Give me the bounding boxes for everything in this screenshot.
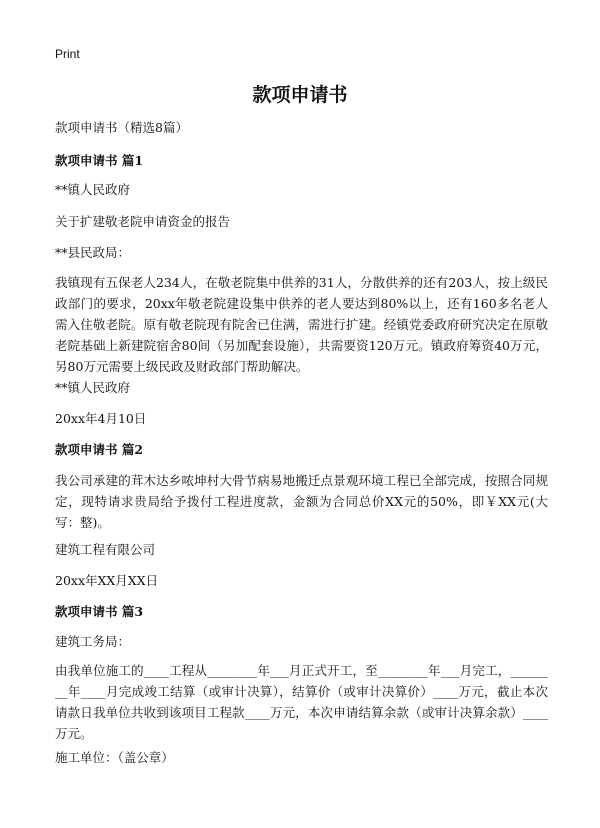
print-link[interactable]: Print [55,47,80,61]
section2-date: 20xx年XX月XX日 [55,573,159,588]
section3-heading: 款项申请书 篇3 [55,604,144,619]
section3-unit: 施工单位：（盖公章） [55,750,174,765]
section1-heading: 款项申请书 篇1 [55,153,144,168]
section1-date: 20xx年4月10日 [55,411,147,426]
document-title: 款项申请书 [252,84,348,106]
section2-heading: 款项申请书 篇2 [55,442,144,457]
section1-recipient: **县民政局： [55,245,131,260]
document-subtitle: 款项申请书（精选8篇） [55,120,188,135]
section1-sender: **镇人民政府 [55,182,131,197]
section3-body: 由我单位施工的____工程从________年___月正式开工，至________年___月完工，________年____月完成竣工结算（或审计决算），结算价（或审计决算价）____万元，截止本次请款日我单位共收到该项目工程款____万元，本次申请结算余款（或审计决算余款）____万元。 [55,663,548,741]
section2-signature: 建筑工程有限公司 [55,542,156,557]
section3-recipient: 建筑工务局： [55,634,131,649]
section1-report-title: 关于扩建敬老院申请资金的报告 [55,214,231,229]
section2-body: 我公司承建的茸木达乡哝坤村大骨节病易地搬迁点景观环境工程已全部完成，按照合同规定，现特请求贵局给予拨付工程进度款，金额为合同总价XX元的50%，即￥XX元(大写：整)。 [55,473,548,530]
section1-body: 我镇现有五保老人234人，在敬老院集中供养的31人，分散供养的还有203人，按上级民政部门的要求，20xx年敬老院建设集中供养的老人要达到80%以上，还有160多名老人需入住敬老院。原有敬老院现有院舍已住满，需进行扩建。经镇党委政府研究决定在原敬老院基础上新建院宿舍80间（另加配套设施），共需要资120万元。镇政府筹资40万元，另80万元需要上级民政及财政部门帮助解决。 [55,275,548,374]
section1-signature: **镇人民政府 [55,380,131,395]
